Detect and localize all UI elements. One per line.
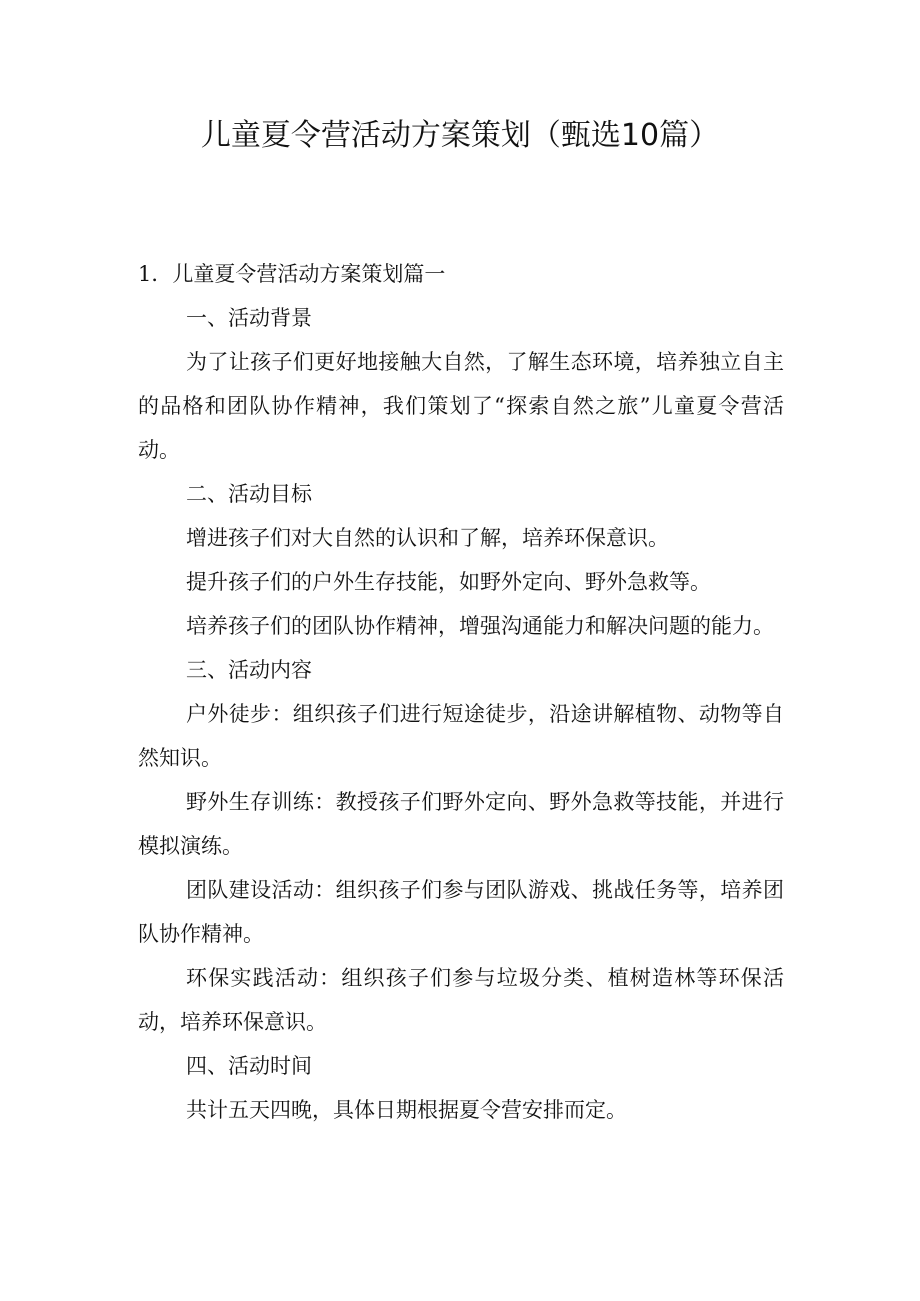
subheading-background: 一、活动背景 <box>186 306 312 330</box>
subheading-content: 三、活动内容 <box>186 658 312 682</box>
document-body <box>138 252 784 1132</box>
paragraph-content-3: 团队建设活动：组织孩子们参与团队游戏、挑战任务等，培养团队协作精神。 <box>138 878 784 946</box>
paragraph-goal-3: 培养孩子们的团队协作精神，增强沟通能力和解决问题的能力。 <box>186 614 774 638</box>
subheading-time: 四、活动时间 <box>186 1054 312 1078</box>
paragraph-time: 共计五天四晚，具体日期根据夏令营安排而定。 <box>186 1098 627 1122</box>
paragraph-content-4: 环保实践活动：组织孩子们参与垃圾分类、植树造林等环保活动，培养环保意识。 <box>138 966 784 1034</box>
subheading-goals: 二、活动目标 <box>186 482 312 506</box>
paragraph-goal-1: 增进孩子们对大自然的认识和了解，培养环保意识。 <box>186 526 669 550</box>
paragraph-content-2: 野外生存训练：教授孩子们野外定向、野外急救等技能，并进行模拟演练。 <box>138 790 784 858</box>
document-title: 儿童夏令营活动方案策划（甄选10篇） <box>200 118 720 153</box>
paragraph-goal-2: 提升孩子们的户外生存技能，如野外定向、野外急救等。 <box>186 570 711 594</box>
paragraph-content-1: 户外徒步：组织孩子们进行短途徒步，沿途讲解植物、动物等自然知识。 <box>138 702 784 770</box>
paragraph-background: 为了让孩子们更好地接触大自然，了解生态环境，培养独立自主的品格和团队协作精神，我们策划了“探索自然之旅”儿童夏令营活动。 <box>138 350 784 462</box>
section-heading: 1．儿童夏令营活动方案策划篇一 <box>138 262 446 286</box>
